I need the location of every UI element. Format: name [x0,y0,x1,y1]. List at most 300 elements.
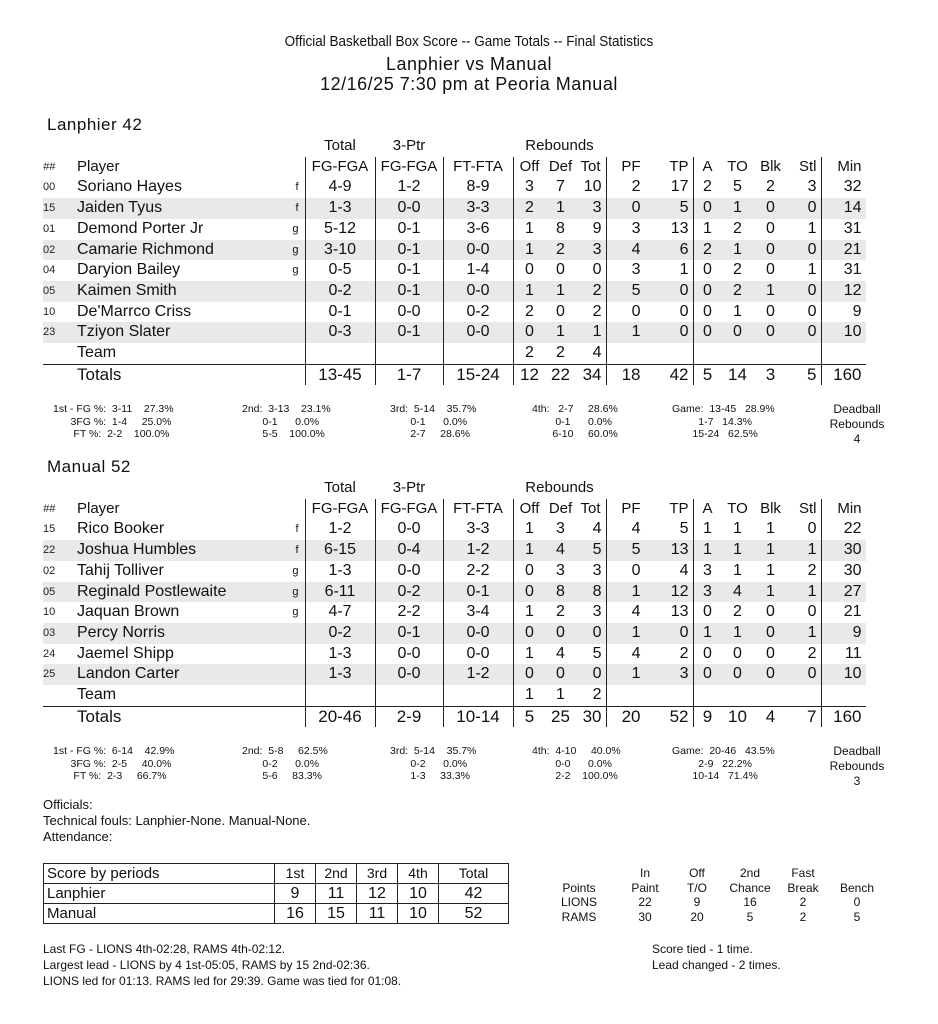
stat-tp: 0 [645,281,694,302]
led-for: LIONS led for 01:13. RAMS led for 29:39. Game was tied for 01:08. [43,974,402,988]
player-row [43,240,866,261]
technical-fouls: Technical fouls: Lanphier-None. Manual-None. [43,813,311,828]
player-position: g [292,606,299,619]
stat-tot: 0 [576,623,607,644]
stat-min: 21 [821,240,866,261]
blank-cell [275,364,305,385]
blank-cell [275,478,305,499]
blank-cell [443,685,513,706]
total-to: 10 [722,706,754,727]
stat-pf: 0 [606,198,645,219]
stat-fg3: 0-0 [375,644,443,665]
total-stl: 5 [788,364,822,385]
blank-cell [443,343,513,364]
points-value: 0 [853,895,861,909]
score-by-periods-table [43,863,509,924]
deadball-rebounds [812,402,902,447]
points-value: 16 [743,895,757,909]
team-off: 1 [513,685,546,706]
period-score: 10 [398,884,439,904]
player-position [275,623,305,644]
stat-ft: 0-0 [443,240,513,261]
total-pf: 18 [606,364,645,385]
team-label: Team [77,686,117,704]
stat-a: 0 [693,602,722,623]
stat-fg: 5-12 [305,219,375,240]
stat-tot: 3 [592,561,602,579]
team-label: Team [77,344,117,362]
blank-cell [305,343,375,364]
stat-ft: 0-0 [443,281,513,302]
totals-row [43,706,866,727]
stat-tot: 3 [576,198,607,219]
header-row-groups [43,136,866,157]
stat-ft: 3-3 [443,519,513,540]
stat-ft: 0-0 [443,644,513,665]
stat-def: 0 [546,623,576,644]
period-header: 4th [398,864,439,884]
stat-blk: 0 [766,261,775,279]
col-a: A [693,499,722,520]
period-header: 3rd [357,864,398,884]
total-ft: 15-24 [443,364,513,385]
blank-cell [77,136,275,157]
score-tied: Score tied - 1 time. [652,942,753,956]
col-ft: FT-FTA [443,157,513,178]
stat-def: 1 [546,281,576,302]
points-col-label-top: 2nd [739,866,761,880]
stat-stl: 0 [788,322,822,343]
col-tp: TP [669,499,689,517]
stat-pf: 1 [606,582,645,603]
stat-ft: 3-6 [443,219,513,240]
quarter-q3-stats: 3rd: 5-14 35.7% 0-1 0.0% 2-7 28.6% [390,403,477,440]
stat-def: 2 [556,603,565,621]
col-blk: Blk [760,157,781,175]
stat-stl: 1 [788,540,822,561]
stat-to: 1 [722,540,754,561]
player-name: Daryion Bailey [77,261,181,279]
blank-cell [722,685,754,706]
stat-def: 3 [556,520,565,538]
stat-a: 0 [693,644,722,665]
stat-tp: 12 [645,582,694,603]
blank-cell [375,685,443,706]
stat-fg3: 0-2 [375,582,443,603]
header-row-columns [43,499,866,520]
player-row [43,644,866,665]
stat-to: 4 [722,582,754,603]
deadball-label2: Rebounds [829,759,885,773]
stat-to: 2 [733,603,742,621]
player-number: 22 [43,540,77,561]
totals-label: Totals [77,364,275,385]
total-stl: 7 [788,706,822,727]
stat-def: 0 [556,261,565,279]
total-blk: 3 [754,364,788,385]
total-pf: 20 [606,706,645,727]
col-fg: FG-FGA [305,499,375,520]
quarter-game-stats: Game: 20-46 43.5% 2-9 22.2% 10-14 71.4% [672,745,775,782]
game-footer-left [43,941,401,989]
col-num: ## [43,502,56,515]
stat-fg3: 0-0 [375,302,443,323]
stat-def: 8 [556,219,565,237]
player-number: 15 [43,198,77,219]
player-number: 10 [43,606,56,619]
stat-off: 1 [513,219,546,240]
blank-cell [275,685,305,706]
blank-cell [43,343,77,364]
header-row-groups [43,478,866,499]
player-name: Camarie Richmond [77,240,275,261]
col-fg: FG-FGA [305,157,375,178]
stat-tp: 1 [679,261,689,279]
total-tot: 30 [576,706,607,727]
player-position: g [292,264,299,277]
stat-fg3: 0-0 [375,198,443,219]
player-number: 02 [43,240,77,261]
stat-fg3: 2-2 [375,602,443,623]
stat-a: 0 [693,260,722,281]
stat-off: 1 [513,281,546,302]
stat-stl: 0 [807,520,817,538]
period-team: Manual [44,904,275,924]
total-a: 5 [693,364,722,385]
points-column [725,866,775,924]
player-position: f [295,181,299,194]
player-number: 15 [43,523,56,536]
stat-min: 21 [821,602,866,623]
stat-tp: 0 [645,623,694,644]
blank-cell [754,685,788,706]
stat-def: 4 [556,644,565,662]
quarter-q4-stats: 4th: 4-10 40.0% 0-0 0.0% 2-2 100.0% [532,745,621,782]
player-name: Jaquan Brown [77,603,180,621]
stat-to: 2 [722,281,754,302]
points-column [830,866,884,924]
total-def: 25 [546,706,576,727]
stat-off: 0 [513,623,546,644]
stat-off: 3 [513,177,546,198]
stat-blk: 0 [754,322,788,343]
stat-stl: 3 [807,178,817,196]
stat-tot: 10 [583,178,602,196]
stat-to: 0 [733,644,742,662]
stat-fg: 1-3 [305,561,375,582]
period-score: 10 [398,904,439,924]
total-a: 9 [693,706,722,727]
stat-pf: 3 [606,260,645,281]
stat-ft: 2-2 [443,561,513,582]
quarter-q1-stats: 1st - FG %: 3-11 27.3% 3FG %: 1-4 25.0% FT %: 2-2 100.0% [53,403,174,440]
points-value: 9 [693,895,701,909]
total-blk: 4 [754,706,788,727]
player-position: f [275,540,305,561]
attendance-label: Attendance: [43,829,113,844]
stat-fg: 0-2 [305,623,375,644]
stat-fg: 6-11 [305,582,375,603]
stat-ft: 1-4 [443,260,513,281]
periods-row [44,884,509,904]
stat-blk: 0 [754,240,788,261]
blank-cell [693,343,722,364]
stat-fg3: 0-1 [375,281,443,302]
stat-a: 0 [693,198,722,219]
stat-tot: 3 [592,603,602,621]
stat-def: 2 [546,240,576,261]
deadball-label2: Rebounds [829,417,885,431]
points-col-label: Break [787,880,819,895]
player-name: Joshua Humbles [77,540,275,561]
player-position: g [292,564,299,577]
player-name: Soriano Hayes [77,178,182,196]
stat-pf: 0 [606,302,645,323]
stat-def: 7 [556,178,565,196]
total-ft: 10-14 [443,706,513,727]
stat-pf: 3 [606,219,645,240]
player-row [43,519,866,540]
total-min: 160 [821,706,866,727]
team-title-manual: Manual 52 [47,457,131,476]
player-row [43,302,866,323]
stat-min: 27 [821,582,866,603]
stat-fg: 3-10 [305,240,375,261]
total-fg: 20-46 [305,706,375,727]
period-score: 52 [439,904,509,924]
stat-min: 9 [821,623,866,644]
stat-fg3: 0-0 [375,664,443,685]
stat-fg: 4-7 [305,602,375,623]
stat-fg3: 0-1 [375,240,443,261]
blank-cell [722,478,754,499]
quarter-q2-stats: 2nd: 5-8 62.5% 0-2 0.0% 5-6 83.3% [242,745,328,782]
game-datetime: 12/16/25 7:30 pm at Peoria Manual [320,74,618,94]
box-score-table-lanphier [43,136,866,385]
stat-def: 8 [546,582,576,603]
period-header: 1st [275,864,316,884]
blank-cell [693,685,722,706]
stat-fg3: 0-1 [375,260,443,281]
period-score: 11 [316,884,357,904]
quarter-q2-stats: 2nd: 3-13 23.1% 0-1 0.0% 5-5 100.0% [242,403,331,440]
player-position: g [275,240,305,261]
blank-cell [754,478,788,499]
col-pf: PF [606,157,645,178]
total-off: 12 [513,364,546,385]
stat-off: 0 [513,582,546,603]
blank-cell [754,343,788,364]
points-value: 22 [638,895,652,909]
player-row [43,198,866,219]
col-min: Min [821,157,866,178]
points-value: 30 [638,909,652,924]
stat-pf: 4 [606,644,645,665]
stat-off: 1 [513,540,546,561]
header-row-columns [43,157,866,178]
stat-stl: 1 [788,582,822,603]
total-tot: 34 [576,364,607,385]
blank-cell [43,706,77,727]
col-group-rebounds: Rebounds [525,137,594,154]
stat-off: 1 [513,602,546,623]
stat-blk: 0 [766,302,775,320]
stat-to: 1 [722,198,754,219]
player-position [275,644,305,665]
player-name: Percy Norris [77,623,275,644]
stat-min: 30 [821,540,866,561]
stat-stl: 2 [807,644,817,662]
stat-pf: 1 [606,322,645,343]
player-row [43,664,866,685]
box-score-table-manual [43,478,866,727]
stat-tot: 2 [592,302,602,320]
stat-def: 1 [546,198,576,219]
quarter-game-stats: Game: 13-45 28.9% 1-7 14.3% 15-24 62.5% [672,403,775,440]
stat-stl: 0 [788,198,822,219]
player-name: Tziyon Slater [77,322,275,343]
points-col-label-top: Fast [791,866,815,880]
stat-stl: 0 [788,664,822,685]
quarter-q1-stats: 1st - FG %: 6-14 42.9% 3FG %: 2-5 40.0% FT %: 2-3 66.7% [53,745,175,782]
stat-min: 10 [821,322,866,343]
player-row [43,582,866,603]
stat-fg3: 0-0 [375,561,443,582]
blank-cell [275,706,305,727]
blank-cell [43,685,77,706]
player-position [275,281,305,302]
deadball-value: 4 [853,432,861,446]
stat-tot: 1 [576,322,607,343]
points-value: 2 [799,909,807,924]
stat-blk: 1 [766,520,775,538]
lead-changed: Lead changed - 2 times. [652,958,781,972]
quarter-q3-stats: 3rd: 5-14 35.7% 0-2 0.0% 1-3 33.3% [390,745,477,782]
totals-row [43,364,866,385]
stat-off: 1 [513,644,546,665]
stat-fg3: 0-1 [375,623,443,644]
player-name: Jaemel Shipp [77,644,174,662]
blank-cell [606,478,645,499]
quarter-q4-stats: 4th: 2-7 28.6% 0-1 0.0% 6-10 60.0% [532,403,618,440]
player-position [275,302,305,323]
period-header: 2nd [316,864,357,884]
blank-cell [645,685,694,706]
player-number: 10 [43,305,56,318]
stat-blk: 0 [766,219,775,237]
stat-fg: 0-3 [305,322,375,343]
stat-min: 10 [821,664,866,685]
col-stl: Stl [798,499,817,517]
stat-fg: 0-1 [305,302,375,323]
blank-cell [443,136,513,157]
player-number: 02 [43,564,56,577]
points-col-label: T/O [687,880,707,895]
blank-cell [693,136,722,157]
points-column [623,866,667,924]
col-def: Def [548,157,573,175]
stat-pf: 4 [606,602,645,623]
blank-cell [821,136,866,157]
stat-pf: 0 [606,561,645,582]
stat-fg: 6-15 [305,540,375,561]
col-fg3: FG-FGA [375,499,443,520]
points-value: 5 [853,909,861,924]
stat-ft: 3-4 [443,602,513,623]
period-header: Total [439,864,509,884]
blank-cell [788,685,822,706]
stat-fg3: 0-1 [375,322,443,343]
total-def: 22 [546,364,576,385]
player-row [43,219,866,240]
col-player: Player [77,157,120,175]
stat-tp: 0 [645,322,694,343]
stat-fg3: 0-0 [375,519,443,540]
blank-cell [606,343,645,364]
player-position [275,664,305,685]
stat-blk: 1 [754,281,788,302]
stat-stl: 1 [807,219,817,237]
stat-blk: 0 [754,623,788,644]
stat-min: 11 [821,644,866,665]
stat-fg: 1-3 [305,664,375,685]
col-def: Def [548,499,573,517]
stat-to: 1 [733,561,742,579]
total-fg3: 1-7 [375,364,443,385]
total-min: 160 [821,364,866,385]
team-rebounds-row [43,685,866,706]
stat-stl: 0 [788,281,822,302]
blank-cell [645,343,694,364]
player-name: Jaiden Tyus [77,198,275,219]
player-row [43,602,866,623]
total-fg: 13-45 [305,364,375,385]
stat-off: 1 [513,519,546,540]
total-tp: 52 [645,706,694,727]
stat-a: 0 [693,281,722,302]
col-num: ## [43,160,56,173]
report-title: Official Basketball Box Score -- Game Totals -- Final Statistics [284,33,654,50]
stat-tp: 17 [670,178,689,196]
stat-a: 1 [693,519,722,540]
stat-to: 2 [733,219,742,237]
stat-tp: 13 [670,219,689,237]
player-row [43,260,866,281]
blank-cell [606,136,645,157]
blank-cell [275,343,305,364]
player-position [275,322,305,343]
col-group-3ptr: 3-Ptr [392,479,426,496]
stat-min: 32 [821,177,866,198]
stat-fg: 1-3 [305,644,375,665]
points-col-label: Points [562,880,596,895]
col-pf: PF [606,499,645,520]
stat-tot: 5 [592,644,602,662]
stat-to: 1 [722,240,754,261]
period-score: 16 [275,904,316,924]
points-col-label-top: In [639,866,650,880]
stat-min: 31 [821,219,866,240]
points-col-label: Chance [729,880,771,895]
team-off: 2 [513,343,546,364]
stat-a: 3 [693,582,722,603]
stat-ft: 0-2 [443,302,513,323]
player-number: 25 [43,664,77,685]
col-group-total: Total [324,137,356,154]
stat-off: 1 [513,240,546,261]
player-number: 00 [43,181,56,194]
player-name: Landon Carter [77,664,275,685]
